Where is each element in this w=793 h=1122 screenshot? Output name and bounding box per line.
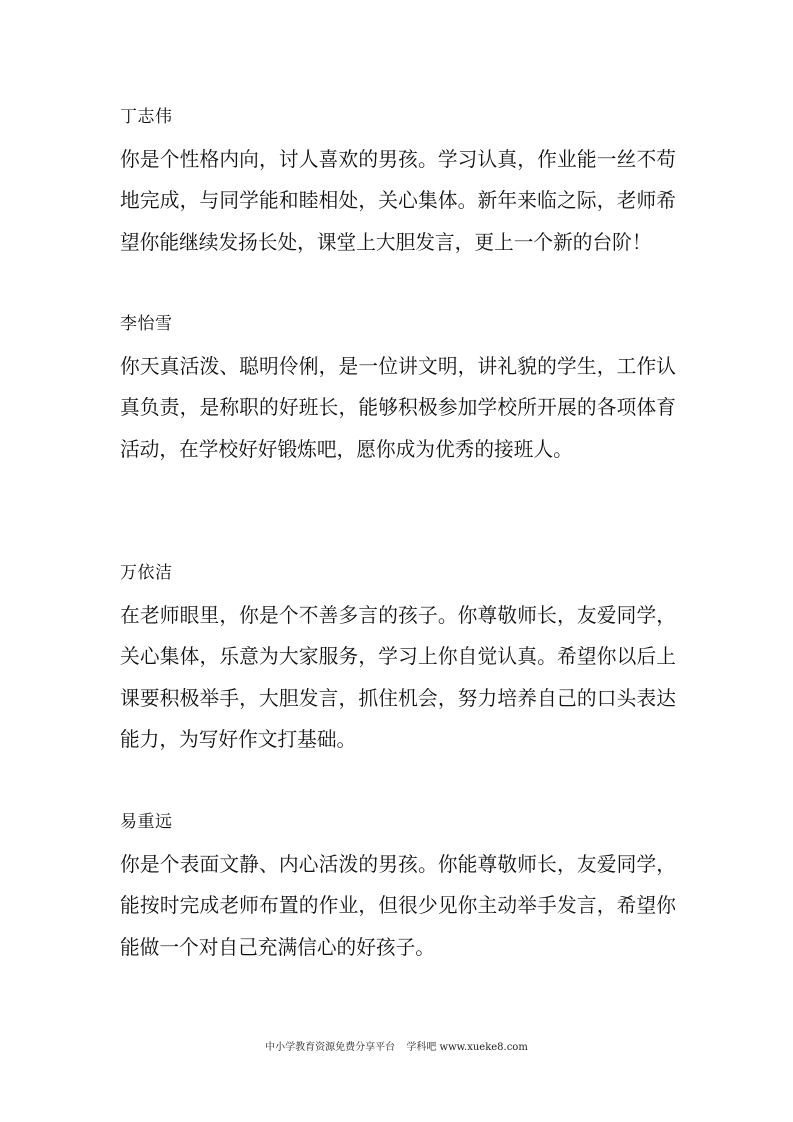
entry-ding-zhiwei <box>120 97 680 263</box>
teacher-comment: 你天真活泼、聪明伶俐，是一位讲文明，讲礼貌的学生，工作认真负责，是称职的好班长，能够积极参加学校所开展的各项体育活动，在学校好好锻炼吧，愿你成为优秀的接班人。 <box>120 355 676 461</box>
student-name: 李怡雪 <box>120 314 173 334</box>
entry-li-yixue <box>120 304 680 470</box>
student-name: 万依洁 <box>120 563 173 583</box>
footer-platform: 中小学教育资源免费分享平台 <box>265 1042 396 1053</box>
entry-wan-yijie <box>120 553 680 760</box>
student-name: 丁志伟 <box>120 107 173 127</box>
page-footer <box>0 1040 793 1056</box>
student-name: 易重远 <box>120 812 173 832</box>
footer-site: 学科吧 www.xueke8.com <box>406 1042 528 1053</box>
teacher-comment: 在老师眼里，你是个不善多言的孩子。你尊敬师长，友爱同学，关心集体，乐意为大家服务，学习上你自觉认真。希望你以后上课要积极举手，大胆发言，抓住机会，努力培养自己的口头表达能力，为写好作文打基础。 <box>120 604 676 751</box>
teacher-comment: 你是个表面文静、内心活泼的男孩。你能尊敬师长，友爱同学，能按时完成老师布置的作业，但很少见你主动举手发言，希望你能做一个对自己充满信心的好孩子。 <box>120 853 676 959</box>
teacher-comment: 你是个性格内向，讨人喜欢的男孩。学习认真，作业能一丝不苟地完成，与同学能和睦相处，关心集体。新年来临之际，老师希望你能继续发扬长处，课堂上大胆发言，更上一个新的台阶！ <box>120 148 676 254</box>
entry-yi-zhongyuan <box>120 802 680 968</box>
